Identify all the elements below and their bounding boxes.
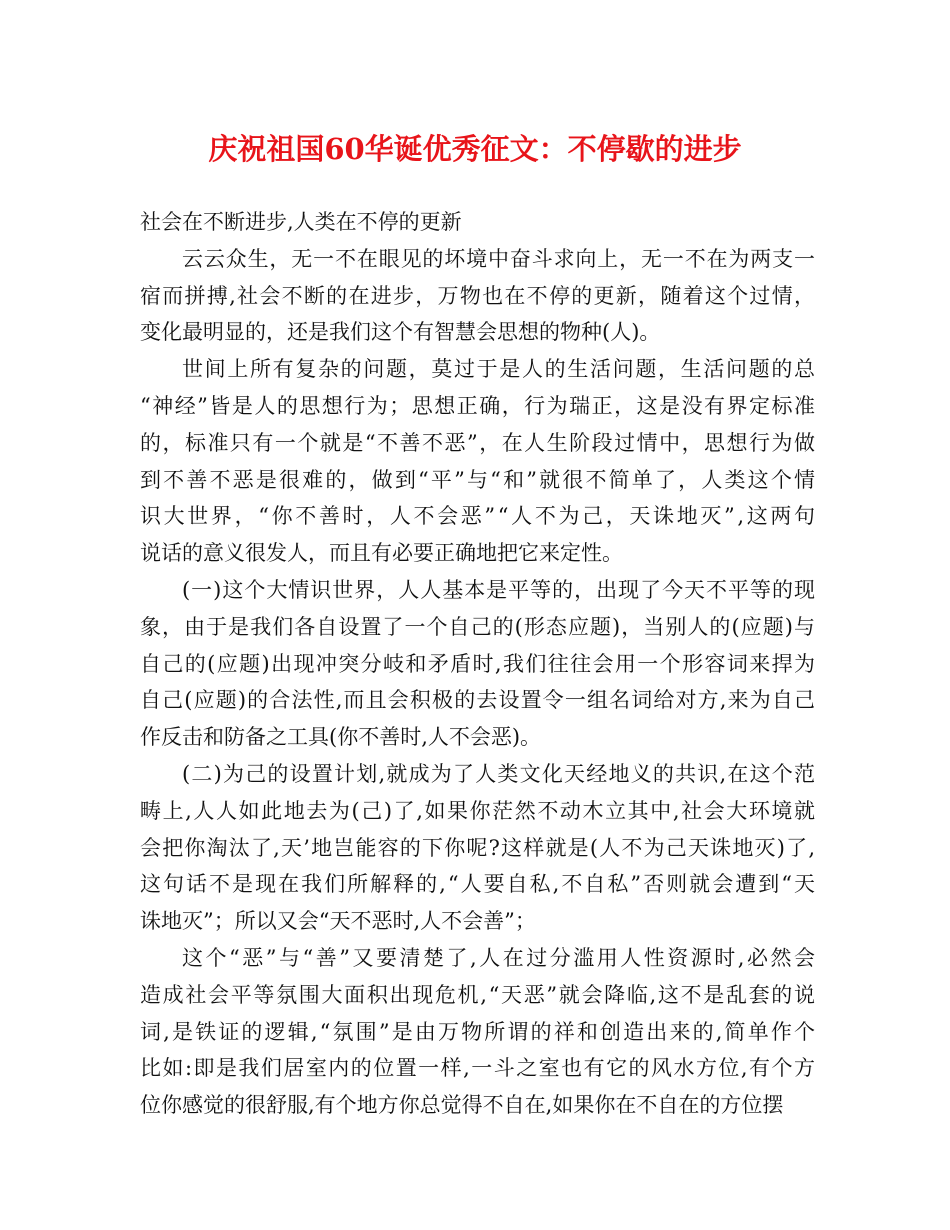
- text-line: 会把你淘汰了,天’地岂能容的下你呢?这样就是(人不为己天诛地灭)了,: [140, 835, 817, 860]
- text-line: 诛地灭”；所以又会“天不恶时,人不会善”；: [140, 909, 536, 934]
- text-line: 造成社会平等氛围大面积出现危机,“天恶”就会降临,这不是乱套的说: [140, 982, 817, 1007]
- text-line: 比如:即是我们居室内的位置一样,一斗之室也有它的风水方位,有个方: [140, 1056, 817, 1081]
- text-line: 位你感觉的很舒服,有个地方你总觉得不自在,如果你在不自在的方位摆: [140, 1093, 784, 1118]
- text-line: 宿而拼搏,社会不断的在进步，万物也在不停的更新，随着这个过情，: [140, 283, 817, 308]
- text-line: 象，由于是我们各自设置了一个自己的(形态应题)，当别人的(应题)与: [140, 614, 817, 639]
- text-line: 自己(应题)的合法性,而且会积极的去设置令一组名词给对方,来为自己: [140, 688, 817, 713]
- text-line: 畴上,人人如此地去为(己)了,如果你茫然不动木立其中,社会大环境就: [140, 798, 817, 823]
- text-line: 世间上所有复杂的问题，莫过于是人的生活问题，生活问题的总: [182, 357, 817, 382]
- text-line: 到不善不恶是很难的，做到“平”与“和”就很不简单了，人类这个情: [140, 467, 818, 492]
- text-line: 词,是铁证的逻辑,“氛围”是由万物所谓的祥和创造出来的,简单作个: [140, 1019, 818, 1044]
- text-line: (二)为己的设置计划,就成为了人类文化天经地义的共识,在这个范: [182, 761, 817, 786]
- text-line: “神经”皆是人的思想行为；思想正确，行为瑞正，这是没有界定标准: [140, 393, 817, 418]
- text-line: (一)这个大情识世界，人人基本是平等的，出现了今天不平等的现: [182, 577, 816, 602]
- text-line: 社会在不断进步,人类在不停的更新: [140, 210, 462, 234]
- document-body: [140, 204, 818, 1124]
- text-line: 的，标准只有一个就是“不善不恶”，在人生阶段过情中，思想行为做: [140, 430, 817, 455]
- text-line: 云云众生，无一不在眼见的坏境中奋斗求向上，无一不在为两支一: [182, 246, 816, 271]
- text-line: 识大世界，“你不善时，人不会恶”“人不为己，天诛地灭”,这两句: [140, 504, 818, 529]
- text-line: 变化最明显的，还是我们这个有智慧会思想的物种(人)。: [140, 320, 661, 345]
- text-line: 这个“恶”与“善”又要清楚了,人在过分滥用人性资源时,必然会: [182, 945, 818, 970]
- text-line: 说话的意义很发人，而且有必要正确地把它来定性。: [140, 541, 623, 566]
- text-line: 自己的(应题)出现冲突分岐和矛盾时,我们往往会用一个形容词来捍为: [140, 651, 817, 676]
- document-title: 庆祝祖国60华诞优秀征文：不停歇的进步: [208, 132, 742, 166]
- text-line: 这句话不是现在我们所解释的,“人要自私,不自私”否则就会遭到“天: [140, 872, 818, 897]
- text-line: 作反击和防备之工具(你不善时,人不会恶)。: [140, 725, 542, 750]
